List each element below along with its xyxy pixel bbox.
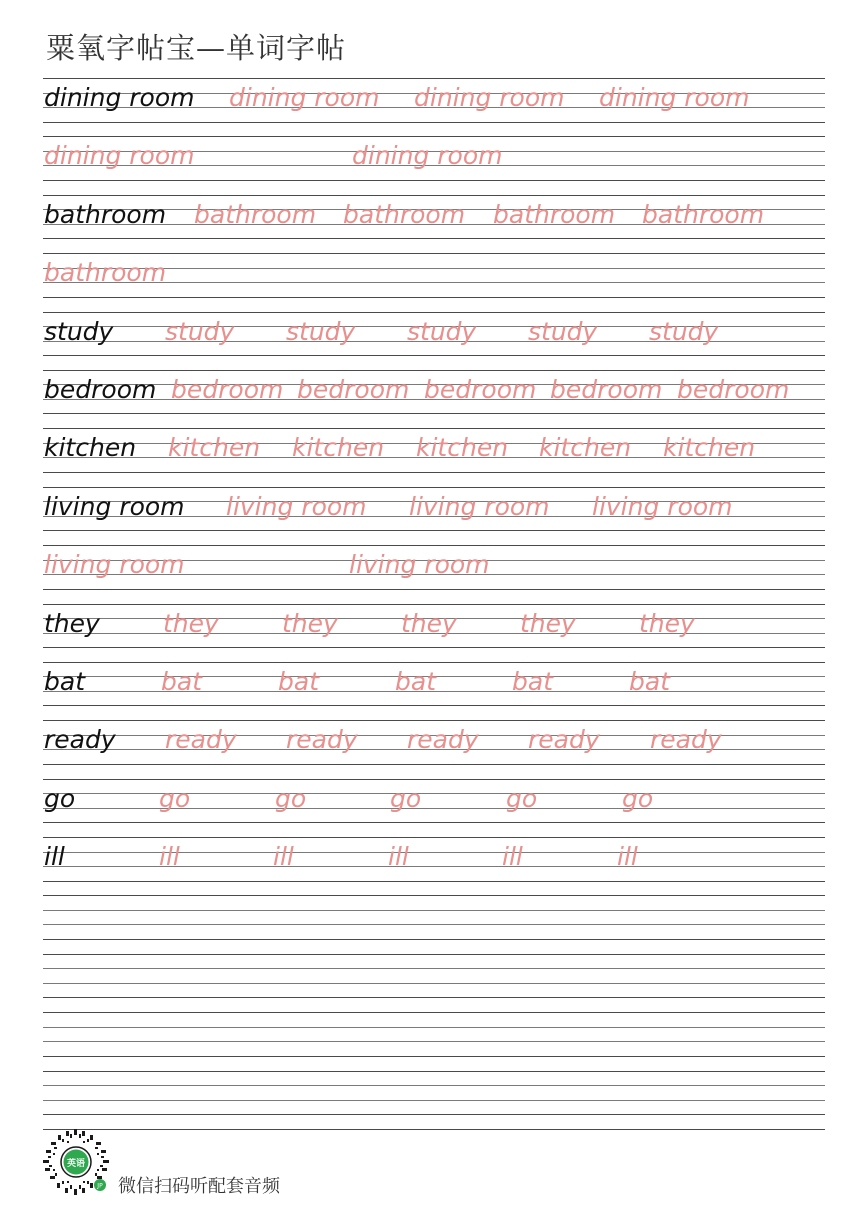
practice-row — [43, 370, 825, 428]
trace-word: ready — [407, 725, 479, 755]
mini-program-qr-code[interactable] — [42, 1128, 110, 1196]
model-word: living room — [44, 491, 185, 521]
model-word: bat — [44, 666, 85, 696]
model-word: dining room — [44, 83, 195, 112]
blank-row — [43, 1071, 825, 1129]
trace-word: dining room — [352, 141, 503, 171]
trace-word: bathroom — [493, 199, 616, 229]
practice-row — [43, 253, 825, 311]
trace-word: bedroom — [550, 374, 663, 404]
trace-word: kitchen — [663, 433, 756, 463]
trace-word: they — [639, 608, 695, 638]
trace-word: living room — [44, 550, 185, 580]
scan-instruction: 微信扫码听配套音频 — [118, 1176, 280, 1197]
trace-word: kitchen — [292, 433, 385, 463]
practice-row — [43, 545, 825, 603]
practice-row — [43, 312, 825, 370]
trace-word: study — [165, 316, 235, 346]
practice-row — [43, 720, 825, 778]
trace-word: bedroom — [171, 374, 284, 404]
trace-word: bedroom — [297, 374, 410, 404]
trace-word: ill — [617, 842, 638, 872]
practice-row — [43, 136, 825, 194]
trace-word: dining room — [229, 83, 380, 112]
blank-row — [43, 954, 825, 1012]
trace-word: ready — [650, 725, 722, 755]
trace-word: bedroom — [677, 374, 790, 404]
practice-row — [43, 487, 825, 545]
trace-word: they — [520, 608, 576, 638]
trace-word: dining room — [599, 83, 750, 112]
qr-corner-label: JP — [97, 1182, 103, 1190]
trace-word: go — [159, 783, 191, 813]
trace-word: bat — [629, 666, 670, 696]
trace-word: living room — [349, 550, 490, 580]
model-word: go — [44, 783, 76, 813]
trace-word: bat — [278, 666, 319, 696]
trace-word: kitchen — [416, 433, 509, 463]
practice-row — [43, 662, 825, 720]
trace-word: ill — [159, 842, 180, 872]
practice-row — [43, 837, 825, 895]
practice-row — [43, 604, 825, 662]
trace-word: ready — [528, 725, 600, 755]
trace-word: dining room — [414, 83, 565, 112]
trace-word: living room — [592, 491, 733, 521]
model-word: study — [44, 316, 114, 346]
model-word: bathroom — [44, 199, 167, 229]
trace-word: ready — [286, 725, 358, 755]
trace-word: kitchen — [168, 433, 261, 463]
model-word: they — [44, 608, 100, 638]
qr-badge-label: 英语 — [66, 1159, 86, 1169]
trace-word: go — [390, 783, 422, 813]
trace-word: they — [401, 608, 457, 638]
trace-word: they — [163, 608, 219, 638]
trace-word: ill — [388, 842, 409, 872]
practice-row — [43, 779, 825, 837]
model-word: kitchen — [44, 433, 137, 463]
trace-word: bedroom — [424, 374, 537, 404]
footer — [42, 1128, 442, 1198]
writing-sheet — [43, 78, 825, 1129]
page-title: 粟氧字帖宝—单词字帖 — [46, 31, 347, 65]
trace-word: study — [407, 316, 477, 346]
trace-word: go — [506, 783, 538, 813]
trace-word: study — [286, 316, 356, 346]
trace-word: bat — [512, 666, 553, 696]
trace-word: bathroom — [194, 199, 317, 229]
trace-word: bat — [395, 666, 436, 696]
trace-word: they — [282, 608, 338, 638]
blank-row — [43, 895, 825, 953]
blank-row — [43, 1012, 825, 1070]
trace-word: go — [622, 783, 654, 813]
trace-word: bat — [161, 666, 202, 696]
trace-word: bathroom — [343, 199, 466, 229]
model-word: ill — [44, 842, 65, 872]
trace-word: go — [275, 783, 307, 813]
trace-word: kitchen — [539, 433, 632, 463]
practice-row — [43, 78, 825, 136]
model-word: bedroom — [44, 374, 157, 404]
trace-word: ill — [502, 842, 523, 872]
trace-word: ill — [273, 842, 294, 872]
trace-word: study — [649, 316, 719, 346]
trace-word: living room — [409, 491, 550, 521]
trace-word: ready — [165, 725, 237, 755]
trace-word: dining room — [44, 141, 195, 171]
model-word: ready — [44, 725, 116, 755]
trace-word: study — [528, 316, 598, 346]
practice-row — [43, 195, 825, 253]
trace-word: bathroom — [642, 199, 765, 229]
trace-word: bathroom — [44, 258, 167, 288]
trace-word: living room — [226, 491, 367, 521]
practice-row — [43, 428, 825, 486]
